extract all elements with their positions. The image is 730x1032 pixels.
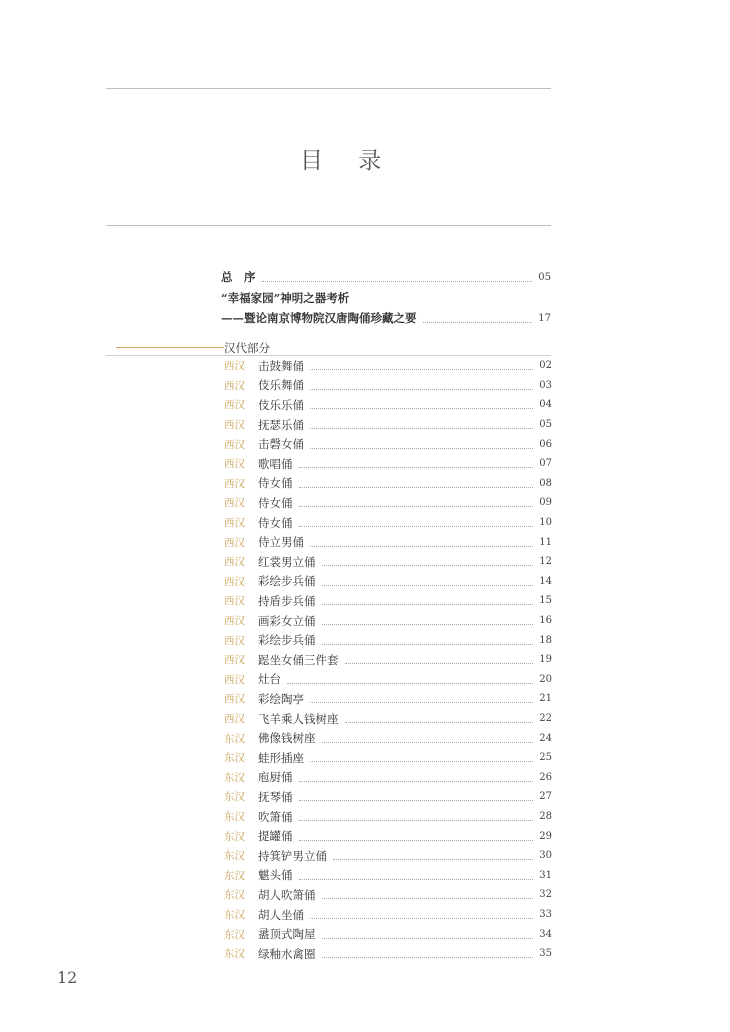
entry-page: 31 — [539, 869, 552, 881]
entry-page: 15 — [539, 595, 552, 607]
entry-title: 歌唱俑 — [258, 456, 293, 471]
leader-dots — [310, 761, 533, 762]
toc-entry[interactable] — [224, 474, 552, 494]
toc-entry[interactable] — [224, 532, 552, 552]
leader-dots — [345, 663, 534, 664]
era-label: 东汉 — [224, 732, 245, 745]
entry-page: 14 — [539, 575, 552, 587]
leader-dots — [299, 781, 534, 782]
toc-entry[interactable] — [224, 885, 552, 905]
entry-title: 灶台 — [258, 672, 281, 687]
era-label: 东汉 — [224, 909, 245, 922]
entry-page: 06 — [539, 438, 552, 450]
leader-dots — [423, 322, 533, 323]
toc-entry[interactable] — [224, 572, 552, 592]
leader-dots — [299, 820, 534, 821]
entry-page: 18 — [539, 634, 552, 646]
leader-dots — [310, 546, 533, 547]
leader-dots — [287, 683, 533, 684]
entry-page: 22 — [539, 713, 552, 725]
leader-dots — [310, 408, 533, 409]
leader-dots — [310, 428, 533, 429]
leader-dots — [345, 722, 534, 723]
leader-dots — [322, 938, 534, 939]
entry-title: 彩绘陶亭 — [258, 691, 304, 706]
toc-entry[interactable] — [224, 670, 552, 690]
leader-dots — [299, 506, 534, 507]
era-label: 西汉 — [224, 634, 245, 647]
title-rule — [106, 225, 551, 226]
leader-dots — [322, 898, 534, 899]
toc-entry[interactable] — [224, 415, 552, 435]
entry-title: 佛像钱树座 — [258, 731, 316, 746]
era-label: 西汉 — [224, 615, 245, 628]
entry-page: 12 — [539, 556, 552, 568]
era-label: 西汉 — [224, 399, 245, 412]
entry-page: 03 — [539, 379, 552, 391]
era-label: 西汉 — [224, 673, 245, 686]
leader-dots — [310, 369, 533, 370]
front-page: 17 — [538, 312, 551, 324]
entry-title: 伎乐乐俑 — [258, 397, 304, 412]
toc-entry[interactable] — [224, 748, 552, 768]
toc-entry[interactable] — [224, 454, 552, 474]
entry-page: 27 — [539, 791, 552, 803]
toc-entry[interactable] — [224, 513, 552, 533]
leader-dots — [299, 800, 534, 801]
front-label: 总 序 — [221, 270, 256, 284]
entry-title: 彩绘步兵俑 — [258, 574, 316, 589]
era-label: 东汉 — [224, 752, 245, 765]
leader-dots — [310, 389, 533, 390]
entry-page: 16 — [539, 615, 552, 627]
era-label: 西汉 — [224, 379, 245, 392]
toc-entry[interactable] — [224, 768, 552, 788]
entry-title: 魌头俑 — [258, 868, 293, 883]
era-label: 西汉 — [224, 556, 245, 569]
leader-dots — [310, 448, 533, 449]
leader-dots — [322, 604, 534, 605]
toc-entry[interactable] — [224, 552, 552, 572]
leader-dots — [299, 840, 534, 841]
era-label: 西汉 — [224, 419, 245, 432]
leader-dots — [322, 957, 534, 958]
toc-entry[interactable] — [224, 689, 552, 709]
entry-title: 击磬女俑 — [258, 437, 304, 452]
leader-dots — [299, 487, 534, 488]
toc-entry[interactable] — [224, 611, 552, 631]
leader-dots — [322, 742, 534, 743]
entry-page: 11 — [539, 536, 552, 548]
entry-page: 04 — [539, 399, 552, 411]
toc-entry[interactable] — [224, 493, 552, 513]
entry-title: 红裳男立俑 — [258, 554, 316, 569]
leader-dots — [322, 565, 534, 566]
toc-entry[interactable] — [224, 807, 552, 827]
entry-title: 持箕铲男立俑 — [258, 848, 327, 863]
entry-title: 盝顶式陶屋 — [258, 927, 316, 942]
entry-title: 提罐俑 — [258, 829, 293, 844]
entry-page: 30 — [539, 850, 552, 862]
entry-title: 飞羊乘人钱树座 — [258, 711, 339, 726]
front-label: “幸福家园”神明之器考析 — [221, 291, 350, 305]
toc-entry[interactable] — [224, 846, 552, 866]
entry-page: 21 — [539, 693, 552, 705]
toc-entry[interactable] — [224, 944, 552, 964]
entry-title: 绿釉水禽圈 — [258, 946, 316, 961]
era-label: 西汉 — [224, 713, 245, 726]
entry-page: 34 — [539, 928, 552, 940]
leader-dots — [333, 859, 533, 860]
leader-dots — [322, 585, 534, 586]
era-label: 西汉 — [224, 517, 245, 530]
era-label: 西汉 — [224, 497, 245, 510]
front-page: 05 — [538, 271, 551, 283]
era-label: 东汉 — [224, 771, 245, 784]
front-row-essay[interactable] — [221, 289, 551, 307]
front-row-essay-sub[interactable] — [221, 309, 551, 327]
era-label: 西汉 — [224, 693, 245, 706]
front-label: ——暨论南京博物院汉唐陶俑珍藏之要 — [221, 311, 417, 325]
era-label: 西汉 — [224, 360, 245, 373]
leader-dots — [322, 624, 534, 625]
entry-title: 侍女俑 — [258, 495, 293, 510]
toc-entry[interactable] — [224, 905, 552, 925]
toc-entry[interactable] — [224, 356, 552, 376]
entry-title: 胡人吹箫俑 — [258, 887, 316, 902]
toc-entry[interactable] — [224, 787, 552, 807]
entry-title: 蛙形插座 — [258, 750, 304, 765]
leader-dots — [322, 644, 534, 645]
top-rule — [106, 88, 551, 89]
leader-dots — [299, 526, 534, 527]
entry-page: 02 — [539, 360, 552, 372]
toc-entry[interactable] — [224, 630, 552, 650]
gold-accent-line — [116, 347, 224, 348]
era-label: 东汉 — [224, 948, 245, 961]
entry-title: 持盾步兵俑 — [258, 593, 316, 608]
entry-title: 伎乐舞俑 — [258, 378, 304, 393]
era-label: 西汉 — [224, 595, 245, 608]
entry-page: 26 — [539, 771, 552, 783]
era-label: 西汉 — [224, 477, 245, 490]
entry-title: 画彩女立俑 — [258, 613, 316, 628]
entry-title: 击鼓舞俑 — [258, 358, 304, 373]
toc-entry[interactable] — [224, 866, 552, 886]
entry-title: 侍女俑 — [258, 476, 293, 491]
entry-page: 24 — [539, 732, 552, 744]
entry-page: 10 — [539, 517, 552, 529]
leader-dots — [299, 467, 534, 468]
entry-page: 07 — [539, 458, 552, 470]
section-divider — [106, 342, 551, 354]
entry-title: 侍女俑 — [258, 515, 293, 530]
entry-title: 抚瑟乐俑 — [258, 417, 304, 432]
toc-entry[interactable] — [224, 728, 552, 748]
era-label: 西汉 — [224, 575, 245, 588]
entry-page: 19 — [539, 654, 552, 666]
era-label: 西汉 — [224, 458, 245, 471]
toc-entry[interactable] — [224, 591, 552, 611]
entry-page: 05 — [539, 419, 552, 431]
entry-title: 庖厨俑 — [258, 770, 293, 785]
page-number: 12 — [57, 968, 78, 987]
entry-page: 09 — [539, 497, 552, 509]
entry-page: 20 — [539, 673, 552, 685]
era-label: 东汉 — [224, 811, 245, 824]
leader-dots — [299, 879, 534, 880]
entry-title: 胡人坐俑 — [258, 907, 304, 922]
era-label: 东汉 — [224, 928, 245, 941]
toc-entry[interactable] — [224, 376, 552, 396]
leader-dots — [310, 702, 533, 703]
era-label: 西汉 — [224, 536, 245, 549]
entry-page: 33 — [539, 909, 552, 921]
entry-title: 跽坐女俑三件套 — [258, 652, 339, 667]
toc-entry[interactable] — [224, 924, 552, 944]
toc-entry[interactable] — [224, 395, 552, 415]
era-label: 东汉 — [224, 830, 245, 843]
toc-entry[interactable] — [224, 709, 552, 729]
era-label: 西汉 — [224, 438, 245, 451]
entry-page: 32 — [539, 889, 552, 901]
entry-page: 08 — [539, 477, 552, 489]
entry-page: 29 — [539, 830, 552, 842]
era-label: 东汉 — [224, 850, 245, 863]
era-label: 东汉 — [224, 791, 245, 804]
page-title: 目 录 — [300, 148, 396, 174]
toc-entry[interactable] — [224, 650, 552, 670]
entry-title: 抚琴俑 — [258, 789, 293, 804]
entry-title: 侍立男俑 — [258, 535, 304, 550]
entry-title: 彩绘步兵俑 — [258, 633, 316, 648]
front-row-preface[interactable] — [221, 268, 551, 286]
entry-page: 25 — [539, 752, 552, 764]
leader-dots — [262, 281, 533, 282]
toc-entry[interactable] — [224, 826, 552, 846]
era-label: 西汉 — [224, 654, 245, 667]
section-title: 汉代部分 — [224, 341, 270, 355]
entry-page: 28 — [539, 811, 552, 823]
entry-page: 35 — [539, 948, 552, 960]
era-label: 东汉 — [224, 889, 245, 902]
era-label: 东汉 — [224, 869, 245, 882]
toc-entry[interactable] — [224, 434, 552, 454]
leader-dots — [310, 918, 533, 919]
entry-title: 吹箫俑 — [258, 809, 293, 824]
